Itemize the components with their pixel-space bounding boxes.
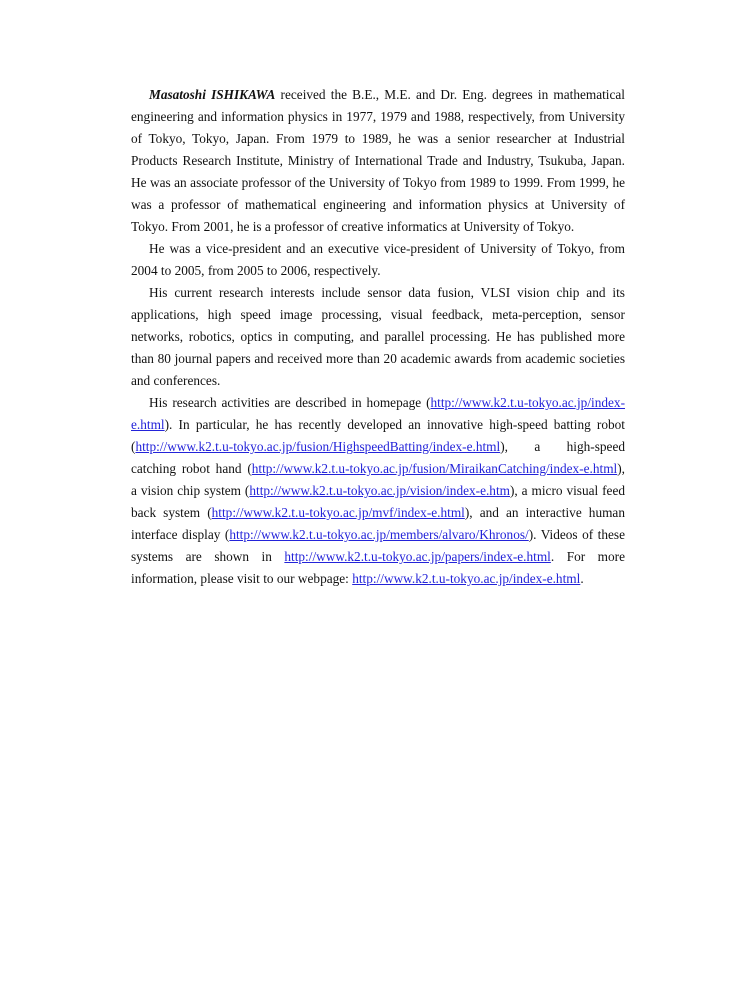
batting-robot-link[interactable]: http://www.k2.t.u-tokyo.ac.jp/fusion/HighspeedBatting/index-e.html xyxy=(135,439,501,454)
bio-paragraph-4: His research activities are described in homepage (http://www.k2.t.u-tokyo.ac.jp/index-e.html). In particular, he has recently developed an innovative high-speed batting robot (http://www.k2.t.u-tokyo.ac.jp/fusion/HighspeedBatting/index-e.html), a high-speed catching robot hand (http://www.k2.t.u-tokyo.ac.jp/fusion/MiraikanCatching/index-e.html), a vision chip system (http://www.k2.t.u-tokyo.ac.jp/vision/index-e.htm), a micro visual feed back system (http://www.k2.t.u-tokyo.ac.jp/mvf/index-e.html), and an interactive human interface display (http://www.k2.t.u-tokyo.ac.jp/members/alvaro/Khronos/). Videos of these systems are shown in http://www.k2.t.u-tokyo.ac.jp/papers/index-e.html. For more information, please visit to our webpage: http://www.k2.t.u-tokyo.ac.jp/index-e.html. xyxy=(131,395,626,586)
catching-robot-link[interactable]: http://www.k2.t.u-tokyo.ac.jp/fusion/MiraikanCatching/index-e.html xyxy=(251,461,618,476)
bio-paragraph-2: He was a vice-president and an executive vice-president of University of Tokyo, from 2004 to 2005, from 2005 to 2006, respectively. xyxy=(131,241,625,278)
author-name: Masatoshi ISHIKAWA xyxy=(149,87,276,102)
webpage-link[interactable]: http://www.k2.t.u-tokyo.ac.jp/index-e.html xyxy=(352,571,581,586)
mvf-link[interactable]: http://www.k2.t.u-tokyo.ac.jp/mvf/index-e.html xyxy=(211,505,465,520)
homepage-link[interactable]: http://www.k2.t.u-tokyo.ac.jp/index-e.html xyxy=(131,395,625,432)
khronos-link[interactable]: http://www.k2.t.u-tokyo.ac.jp/members/alvaro/Khronos/ xyxy=(229,527,529,542)
bio-paragraph-3: His current research interests include sensor data fusion, VLSI vision chip and its applications, high speed image processing, visual feedback, meta-perception, sensor networks, robotics, optics in computing, and parallel processing. He has published more than 80 journal papers and received more than 20 academic awards from academic societies and conferences. xyxy=(131,285,625,388)
vision-chip-link[interactable]: http://www.k2.t.u-tokyo.ac.jp/vision/index-e.htm xyxy=(249,483,510,498)
videos-link[interactable]: http://www.k2.t.u-tokyo.ac.jp/papers/index-e.html xyxy=(284,549,551,564)
biography xyxy=(131,84,625,590)
bio-paragraph-1: Masatoshi ISHIKAWA received the B.E., M.E. and Dr. Eng. degrees in mathematical engineering and information physics in 1977, 1979 and 1988, respectively, from University of Tokyo, Tokyo, Japan. From 1979 to 1989, he was a senior researcher at Industrial Products Research Institute, Ministry of International Trade and Industry, Tsukuba, Japan. He was an associate professor of the University of Tokyo from 1989 to 1999. From 1999, he was a professor of mathematical engineering and information physics at University of Tokyo. From 2001, he is a professor of creative informatics at University of Tokyo. xyxy=(131,87,626,234)
